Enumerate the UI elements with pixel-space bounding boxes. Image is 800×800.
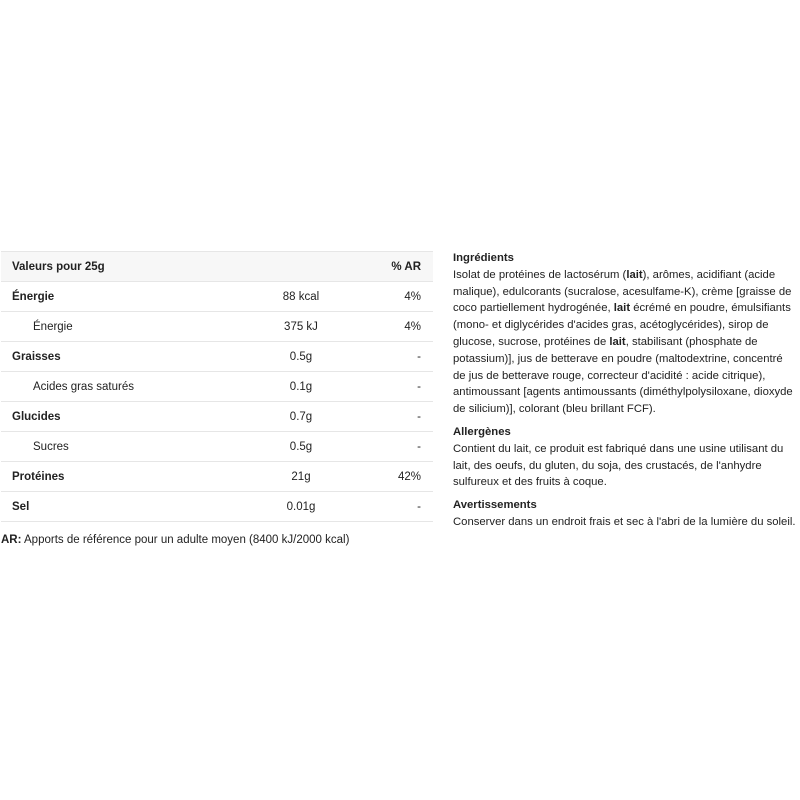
row-ar: - [371, 492, 433, 522]
header-value [231, 252, 371, 282]
ingredients-part: ), arômes, acidifiant (acide malique), edulcorants (sucralose, acesulfame-K), crème [graisse de coco partiellement hydrogénée, [453, 268, 792, 315]
allergen-highlight: lait [626, 268, 643, 281]
nutrition-section [1, 251, 433, 546]
table-row [1, 432, 433, 462]
table-row [1, 312, 433, 342]
warnings-title: Avertissements [453, 499, 537, 512]
row-ar: 42% [371, 462, 433, 492]
row-value: 0.5g [231, 342, 371, 372]
allergen-highlight: lait [613, 302, 631, 315]
header-ar: % AR [371, 252, 433, 282]
table-row [1, 342, 433, 372]
row-ar: - [371, 372, 433, 402]
table-row [1, 282, 433, 312]
nutrition-table [1, 251, 433, 522]
row-value: 88 kcal [231, 282, 371, 312]
row-label: Énergie [1, 312, 231, 342]
ar-note-text: Apports de référence pour un adulte moyen (8400 kJ/2000 kcal) [21, 534, 350, 546]
row-value: 0.01g [231, 492, 371, 522]
row-label: Protéines [1, 462, 231, 492]
row-label: Glucides [1, 402, 231, 432]
allergen-highlight: lait [609, 335, 626, 348]
table-row [1, 492, 433, 522]
product-details [453, 250, 798, 537]
row-value: 375 kJ [231, 312, 371, 342]
ingredients-part: , stabilisant (phosphate de potassium)], jus de betterave en poudre (maltodextrine, concentré de jus de betterave rouge, correcteur d'acidité : acide citrique), antimoussant [agents antimoussants (diméthylpolysiloxane, dioxyde de silicium)], colorant (bleu brillant FCF). [453, 335, 793, 416]
warnings-text: Conserver dans un endroit frais et sec à l'abri de la lumière du soleil. [453, 515, 796, 528]
ingredients-title: Ingrédients [453, 252, 514, 264]
row-label: Énergie [1, 282, 231, 312]
row-ar: 4% [371, 312, 433, 342]
row-ar: - [371, 342, 433, 372]
row-ar: - [371, 402, 433, 432]
row-value: 21g [231, 462, 371, 492]
row-value: 0.5g [231, 432, 371, 462]
table-row [1, 372, 433, 402]
row-ar: - [371, 432, 433, 462]
row-ar: 4% [371, 282, 433, 312]
row-value: 0.1g [231, 372, 371, 402]
allergens-text: Contient du lait, ce produit est fabriqué dans une usine utilisant du lait, des oeufs, du gluten, du soja, des crustacés, de l'anhydre sulfureux et des fruits à coque. [453, 442, 784, 489]
ingredients-text [453, 267, 798, 418]
row-value: 0.7g [231, 402, 371, 432]
allergens-title: Allergènes [453, 425, 511, 438]
row-label: Sucres [1, 432, 231, 462]
table-row [1, 402, 433, 432]
row-label: Graisses [1, 342, 231, 372]
table-header-row [1, 252, 433, 282]
ingredients-part: écrémé en poudre, émulsifiants (mono- et diglycérides d'acides gras, acétoglycérides), sirop de glucose, sucrose, protéines de [453, 302, 791, 348]
ar-footnote [1, 534, 433, 546]
header-label: Valeurs pour 25g [1, 252, 231, 282]
ar-abbr: AR: [1, 534, 22, 546]
row-label: Acides gras saturés [1, 372, 231, 402]
ingredients-part: Isolat de protéines de lactosérum ( [453, 268, 627, 281]
row-label: Sel [1, 492, 231, 522]
table-row [1, 462, 433, 492]
